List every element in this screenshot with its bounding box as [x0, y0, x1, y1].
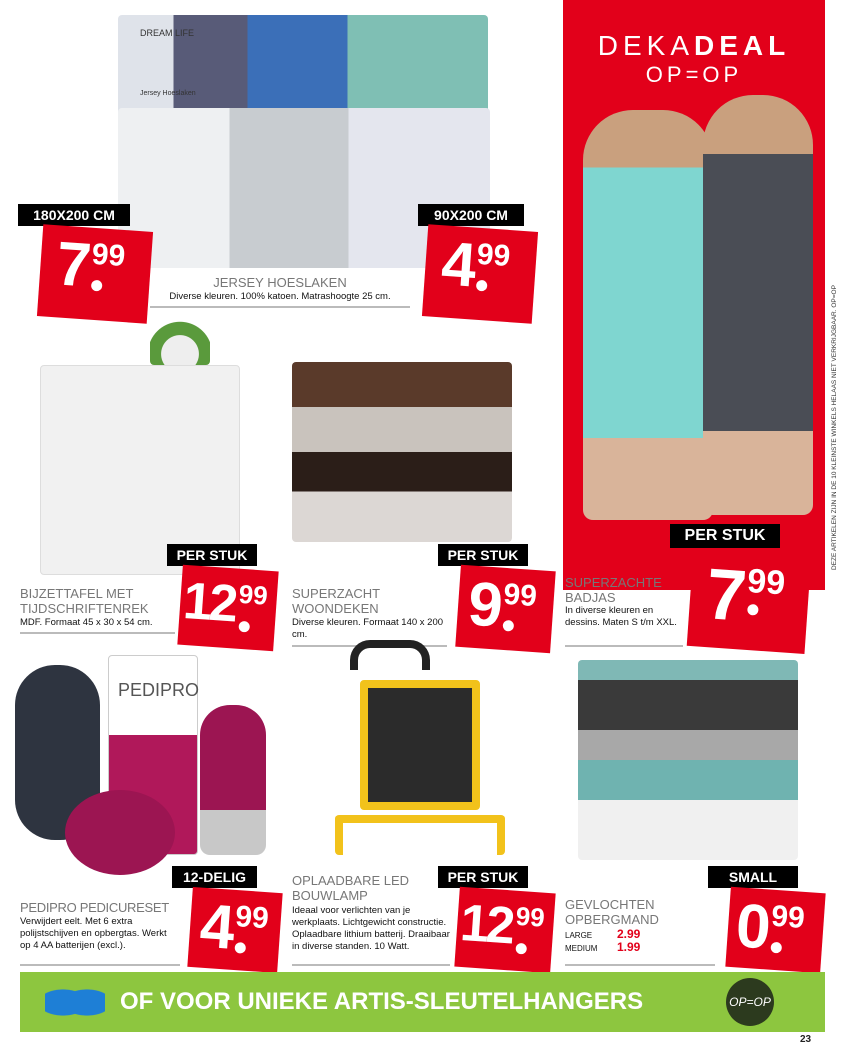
jersey-small-price	[422, 224, 538, 323]
pedipro-head-image	[65, 790, 175, 875]
page-number: 23	[800, 1034, 812, 1045]
price-int: 12	[181, 571, 238, 634]
pedipro-desc: Verwijdert eelt. Met 6 extra polijstschijven en opbergtas. Werkt op 4 AA batterijen (excl.).	[20, 916, 167, 951]
price-int: 0	[733, 891, 771, 963]
woondeken-price	[455, 565, 555, 653]
divider	[150, 306, 410, 308]
led-floodlight-image	[360, 680, 480, 810]
price-int: 9	[465, 569, 503, 641]
bouwlamp-tag: PER STUK	[438, 866, 528, 888]
bouwlamp-title: OPLAADBARE LED BOUWLAMP	[292, 873, 410, 903]
divider	[20, 632, 175, 634]
woman-bathrobe-image	[583, 110, 713, 520]
size-large-label: LARGE	[565, 931, 593, 940]
price-int: 4	[197, 891, 235, 963]
side-note: DEZE ARTIKELEN ZIJN IN DE 10 KLEINSTE WINKELS HELAAS NIET VERKRIJGBAAR. OP=OP	[831, 285, 838, 570]
bijzettafel-desc: MDF. Formaat 45 x 30 x 54 cm.	[20, 617, 153, 628]
baskets-image	[578, 660, 798, 860]
jersey-small-size-tag: 90X200 CM	[418, 204, 524, 226]
deal-logo	[563, 30, 825, 62]
divider	[565, 964, 715, 966]
bouwlamp-price	[454, 887, 555, 974]
price-int: 7	[54, 229, 91, 301]
blankets-image	[292, 362, 512, 542]
jersey-large-price	[37, 224, 153, 323]
price-cents: 99	[746, 561, 787, 603]
size-medium-price: 1.99	[617, 940, 641, 954]
man-bathrobe-image	[703, 95, 813, 515]
price-int: 4	[439, 229, 476, 301]
artis-banner	[20, 972, 825, 1032]
bijzettafel-price	[177, 565, 278, 652]
deal-panel	[563, 0, 825, 590]
woondeken-desc: Diverse kleuren. Formaat 140 x 200 cm.	[292, 617, 444, 640]
badjas-price	[687, 548, 812, 654]
opbergmand-tag: SMALL	[708, 866, 798, 888]
op-op-logo: OP=OP	[726, 978, 774, 1026]
jersey-pack-name: Jersey Hoeslaken	[140, 90, 196, 97]
lamp-handle-image	[350, 640, 430, 670]
deal-sub: OP=OP	[645, 62, 743, 87]
price-int: 12	[458, 893, 515, 956]
woondeken-title: SUPERZACHT WOONDEKEN	[292, 586, 380, 616]
bijzettafel-title: BIJZETTAFEL MET TIJDSCHRIFTENREK	[20, 586, 149, 616]
bijzettafel-tag: PER STUK	[167, 544, 257, 566]
price-cents: 99	[514, 900, 546, 933]
woondeken-tag: PER STUK	[438, 544, 528, 566]
price-cents: 99	[770, 899, 806, 935]
pedipro-title: PEDIPRO PEDICURESET	[20, 900, 169, 915]
opbergmand-price	[725, 887, 825, 973]
pedipro-tag: 12-DELIG	[172, 866, 257, 888]
badjas-tag: PER STUK	[670, 524, 780, 548]
price-cents: 99	[234, 900, 270, 936]
price-cents: 99	[475, 237, 512, 274]
divider	[292, 964, 450, 966]
size-medium-label: MEDIUM	[565, 944, 598, 953]
deal-brand-bold: DEAL	[694, 30, 791, 61]
badjas-desc: In diverse kleuren en dessins. Maten S t/m XXL.	[565, 605, 677, 628]
banner-text: OF VOOR UNIEKE ARTIS-SLEUTELHANGERS	[120, 988, 644, 1015]
price-cents: 99	[502, 577, 538, 614]
bouwlamp-desc: Ideaal voor verlichten van je werkplaats. Lichtgewicht constructie. Oplaadbare lithium batterij. Draaibaar in diverse standen. 10 Watt.	[292, 905, 450, 952]
butterfly-icon	[45, 980, 105, 1025]
size-large-price: 2.99	[617, 927, 641, 941]
pedipro-price	[187, 887, 282, 973]
jersey-title: JERSEY HOESLAKEN	[213, 275, 347, 290]
divider	[20, 964, 180, 966]
jersey-large-size-tag: 180X200 CM	[18, 204, 130, 226]
lamp-stand-image	[335, 815, 505, 855]
badjas-title: SUPERZACHTE BADJAS	[565, 575, 662, 605]
jersey-desc: Diverse kleuren. 100% katoen. Matrashoogte 25 cm.	[169, 291, 391, 302]
pedipro-box-label: PEDIPRO	[118, 680, 200, 700]
price-cents: 99	[90, 237, 127, 274]
jersey-pack-label: DREAM LIFE	[140, 28, 195, 38]
deal-brand-light: DEKA	[597, 30, 694, 61]
pedipro-device-image	[200, 705, 266, 855]
price-int: 7	[703, 554, 747, 637]
plant-image	[150, 310, 210, 365]
opbergmand-title: GEVLOCHTEN OPBERGMAND	[565, 897, 659, 927]
price-cents: 99	[237, 578, 269, 611]
divider	[565, 645, 683, 647]
